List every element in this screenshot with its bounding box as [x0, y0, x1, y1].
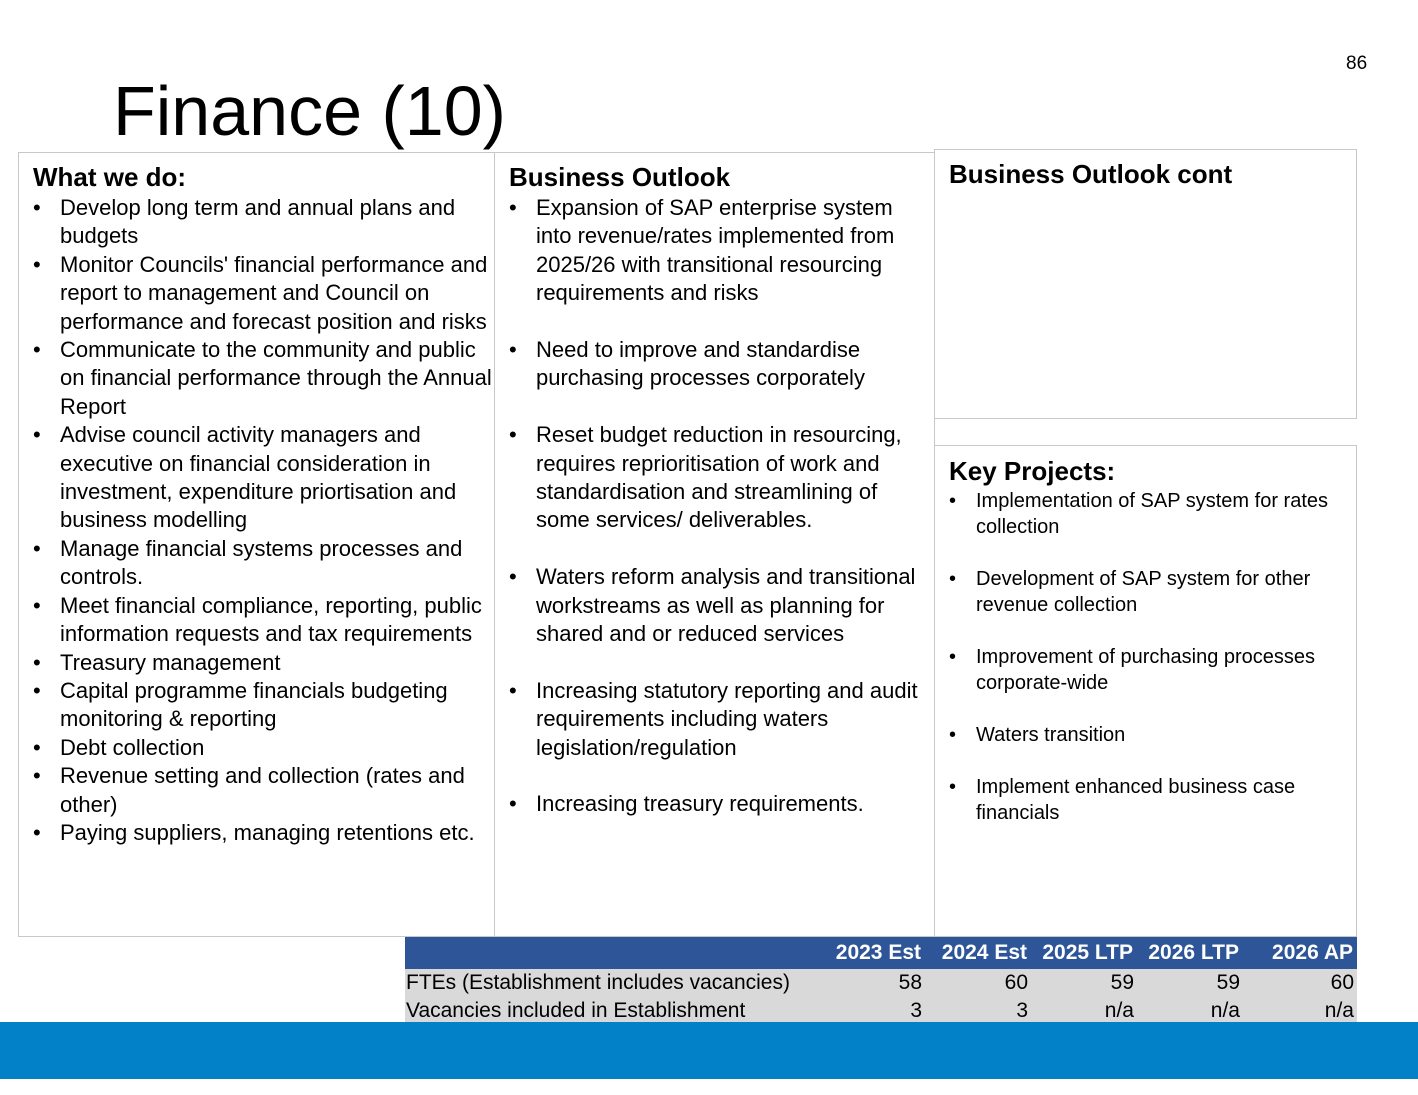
list-item: • Reset budget reduction in resourcing, requires reprioritisation of work and standardisation and streamlining of some services/ deliverables.	[509, 421, 934, 535]
list-item: • Paying suppliers, managing retentions etc.	[33, 819, 494, 847]
what-we-do-list	[33, 194, 494, 847]
table-cell: 3	[925, 997, 1031, 1025]
table-cell: n/a	[1031, 997, 1137, 1025]
list-item: • Implement enhanced business case financials	[949, 774, 1356, 826]
table-cell: 60	[925, 969, 1031, 997]
list-item: • Development of SAP system for other revenue collection	[949, 566, 1356, 618]
column-header: 2025 LTP	[1031, 937, 1137, 969]
table-row	[405, 969, 1357, 997]
key-projects-panel	[934, 445, 1357, 937]
what-we-do-heading: What we do:	[33, 162, 187, 192]
list-item: • Implementation of SAP system for rates collection	[949, 488, 1356, 540]
table-header-row	[405, 937, 1357, 969]
list-item: • Manage financial systems processes and controls.	[33, 535, 494, 592]
footer-band	[0, 1022, 1418, 1079]
list-item: • Monitor Councils' financial performance and report to management and Council on performance and forecast position and risks	[33, 251, 494, 336]
what-we-do-panel	[18, 152, 495, 937]
table-cell: 59	[1031, 969, 1137, 997]
table-row	[405, 997, 1357, 1025]
business-outlook-cont-panel	[934, 149, 1357, 419]
key-projects-list	[949, 488, 1356, 826]
column-header: 2026 LTP	[1137, 937, 1243, 969]
list-item: • Communicate to the community and public on financial performance through the Annual Report	[33, 336, 494, 421]
row-label: FTEs (Establishment includes vacancies)	[405, 969, 819, 997]
table-cell: 3	[819, 997, 925, 1025]
column-header: 2026 AP	[1243, 937, 1357, 969]
table-cell: 59	[1137, 969, 1243, 997]
list-item: • Capital programme financials budgeting monitoring & reporting	[33, 677, 494, 734]
column-header	[405, 937, 819, 969]
list-item: • Need to improve and standardise purchasing processes corporately	[509, 336, 934, 393]
list-item: • Increasing statutory reporting and audit requirements including waters legislation/regulation	[509, 677, 934, 762]
list-item: • Treasury management	[33, 649, 494, 677]
table-cell: 58	[819, 969, 925, 997]
table-cell: n/a	[1137, 997, 1243, 1025]
table-cell: n/a	[1243, 997, 1357, 1025]
table-cell: 60	[1243, 969, 1357, 997]
list-item: • Develop long term and annual plans and budgets	[33, 194, 494, 251]
list-item: • Improvement of purchasing processes corporate-wide	[949, 644, 1356, 696]
business-outlook-list	[509, 194, 934, 819]
business-outlook-cont-heading: Business Outlook cont	[949, 159, 1233, 189]
list-item: • Meet financial compliance, reporting, public information requests and tax requirements	[33, 592, 494, 649]
list-item: • Expansion of SAP enterprise system into revenue/rates implemented from 2025/26 with transitional resourcing requirements and risks	[509, 194, 934, 308]
key-projects-heading: Key Projects:	[949, 456, 1116, 486]
list-item: • Increasing treasury requirements.	[509, 790, 934, 818]
list-item: • Revenue setting and collection (rates and other)	[33, 762, 494, 819]
list-item: • Advise council activity managers and executive on financial consideration in investment, expenditure priortisation and business modelling	[33, 421, 494, 535]
list-item: • Waters reform analysis and transitional workstreams as well as planning for shared and or reduced services	[509, 563, 934, 648]
list-item: • Debt collection	[33, 734, 494, 762]
slide-title: Finance (10)	[113, 72, 506, 150]
fte-table	[405, 937, 1357, 1025]
business-outlook-heading: Business Outlook	[509, 162, 731, 192]
list-item: • Waters transition	[949, 722, 1356, 748]
row-label: Vacancies included in Establishment	[405, 997, 819, 1025]
business-outlook-panel	[494, 152, 935, 937]
column-header: 2024 Est	[925, 937, 1031, 969]
page-number: 86	[1346, 53, 1368, 74]
column-header: 2023 Est	[819, 937, 925, 969]
